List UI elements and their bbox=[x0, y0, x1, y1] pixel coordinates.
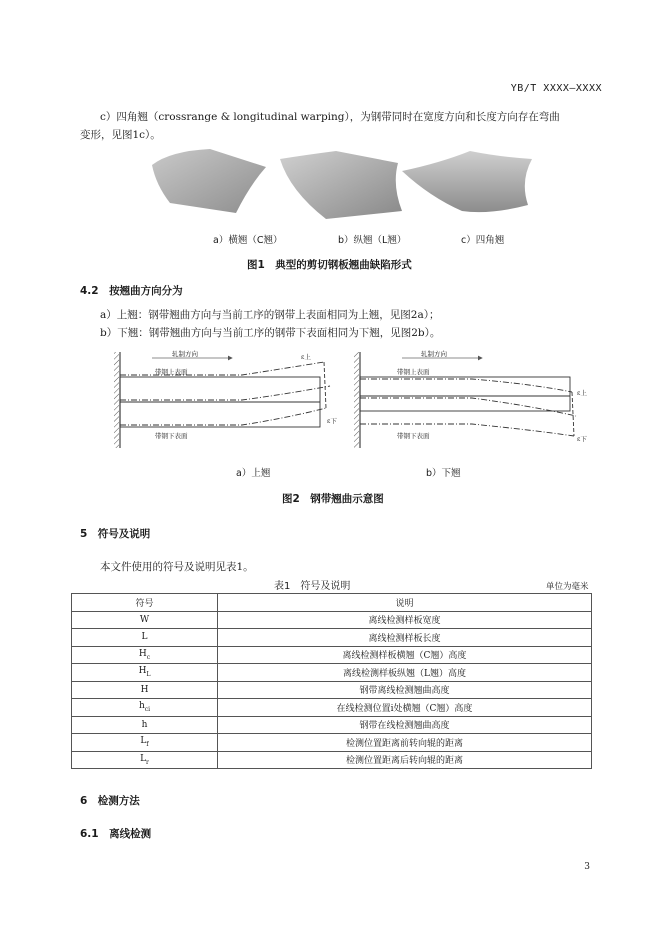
section-6-1-heading: 6.1 离线检测 bbox=[80, 828, 152, 840]
section-6-heading: 6 检测方法 bbox=[80, 795, 140, 807]
description-cell: 检测位置距离前转向辊的距离 bbox=[218, 734, 592, 752]
description-cell: 在线检测位置i处横翘（C翘）高度 bbox=[218, 699, 592, 717]
symbol-main: $L_f$ bbox=[140, 736, 149, 749]
section-4-2-heading: 4.2 按翘曲方向分为 bbox=[80, 285, 183, 297]
description-cell: 离线检测样板宽度 bbox=[218, 611, 592, 629]
table-row bbox=[72, 664, 592, 682]
upward-warp-diagram bbox=[114, 352, 330, 448]
epsilon-top-label-right: ε上 bbox=[577, 389, 587, 397]
table-row bbox=[72, 699, 592, 717]
bottom-surface-label-left: 带钢下表面 bbox=[155, 432, 188, 440]
symbol-cell bbox=[72, 664, 218, 682]
figure2-caption-a: a）上翘 bbox=[236, 468, 271, 479]
table1-unit: 单位为毫米 bbox=[546, 582, 589, 592]
page-number: 3 bbox=[584, 862, 590, 872]
table-row bbox=[72, 751, 592, 769]
figure2-caption-b: b）下翘 bbox=[426, 468, 461, 479]
description-cell: 离线检测样板长度 bbox=[218, 629, 592, 647]
column-header-symbol: 符号 bbox=[72, 594, 218, 612]
description-cell: 钢带在线检测翘曲高度 bbox=[218, 716, 592, 734]
symbol-cell: h bbox=[72, 716, 218, 734]
top-surface-label-right: 带钢上表面 bbox=[397, 368, 430, 376]
table-header-row bbox=[72, 594, 592, 612]
symbol-cell bbox=[72, 699, 218, 717]
document-code-header: YB/T XXXX—XXXX bbox=[510, 83, 602, 94]
description-cell: 离线检测样板横翘（C翘）高度 bbox=[218, 646, 592, 664]
section-5-heading: 5 符号及说明 bbox=[80, 528, 151, 540]
figure1-caption-b: b）纵翘（L翘） bbox=[338, 235, 407, 246]
symbol-main: $H_c$ bbox=[138, 648, 151, 661]
downward-warp-diagram bbox=[354, 352, 576, 448]
symbol-cell bbox=[72, 734, 218, 752]
figure1-caption-c: c）四角翘 bbox=[461, 235, 505, 246]
description-cell: 检测位置距离后转向辊的距离 bbox=[218, 751, 592, 769]
symbol-main: $H_L$ bbox=[138, 666, 151, 679]
symbol-cell: W bbox=[72, 611, 218, 629]
epsilon-top-label-left: ε上 bbox=[301, 353, 311, 361]
symbol-main: $h_{ci}$ bbox=[138, 701, 151, 714]
description-cell: 离线检测样板纵翘（L翘）高度 bbox=[218, 664, 592, 682]
table-row bbox=[72, 611, 592, 629]
figure1-images bbox=[140, 145, 535, 225]
corner-warp-sheet-image bbox=[402, 151, 532, 212]
symbol-cell: H bbox=[72, 681, 218, 699]
symbol-cell bbox=[72, 646, 218, 664]
description-cell: 钢带离线检测翘曲高度 bbox=[218, 681, 592, 699]
l-warp-sheet-image bbox=[280, 151, 402, 219]
symbols-table bbox=[71, 593, 592, 769]
paragraph-c-line2: 变形，见图1c）。 bbox=[80, 129, 161, 141]
table-row bbox=[72, 716, 592, 734]
paragraph-c-line1: c）四角翘（crossrange & longitudinal warping），为钢带同时在宽度方向和长度方向存在弯曲 bbox=[100, 111, 560, 123]
epsilon-bottom-label-left: ε下 bbox=[327, 417, 337, 425]
section-5-intro: 本文件使用的符号及说明见表1。 bbox=[100, 561, 254, 573]
symbol-cell: L bbox=[72, 629, 218, 647]
table-row bbox=[72, 734, 592, 752]
figure1-caption-a: a）横翘（C翘） bbox=[213, 235, 283, 246]
symbol-main: $L_r$ bbox=[140, 753, 149, 766]
table-row bbox=[72, 646, 592, 664]
rolling-direction-label-left: 轧制方向 bbox=[172, 350, 198, 358]
rolling-direction-label-right: 轧制方向 bbox=[421, 350, 447, 358]
bottom-surface-label-right: 带钢下表面 bbox=[397, 432, 430, 440]
top-surface-label-left: 带钢上表面 bbox=[155, 368, 188, 376]
list-item-b: b）下翘：钢带翘曲方向与当前工序的钢带下表面相同为下翘，见图2b）。 bbox=[100, 327, 441, 339]
table-row bbox=[72, 629, 592, 647]
symbol-cell bbox=[72, 751, 218, 769]
list-item-a: a）上翘：钢带翘曲方向与当前工序的钢带上表面相同为上翘，见图2a）； bbox=[100, 309, 440, 321]
figure1-title: 图1 典型的剪切钢板翘曲缺陷形式 bbox=[247, 259, 412, 271]
table-row bbox=[72, 681, 592, 699]
c-warp-sheet-image bbox=[152, 149, 266, 213]
figure2-title: 图2 钢带翘曲示意图 bbox=[282, 493, 384, 505]
column-header-description: 说明 bbox=[218, 594, 592, 612]
epsilon-bottom-label-right: ε下 bbox=[577, 435, 587, 443]
table1-title: 表1 符号及说明 bbox=[274, 581, 351, 592]
